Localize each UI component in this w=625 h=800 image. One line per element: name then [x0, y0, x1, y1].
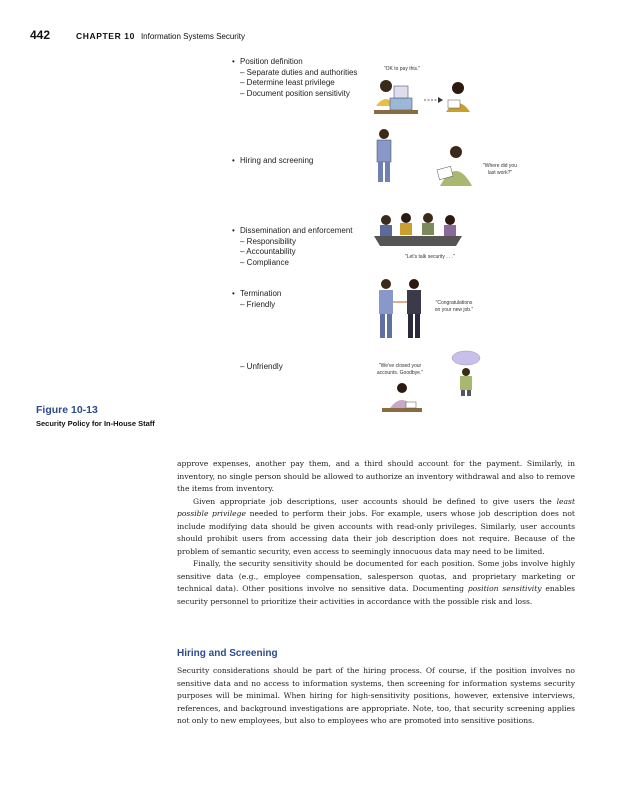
illustration-upset-employee [448, 350, 484, 396]
person-head [380, 80, 392, 92]
item-separate-duties: – Separate duties and authorities [240, 67, 358, 77]
item-friendly: – Friendly [240, 299, 276, 309]
item-accountability: – Accountability [240, 247, 296, 256]
quote-congratulations: "Congratulations on your new job." [434, 300, 474, 313]
figure-caption [36, 404, 155, 428]
page-number: 442 [30, 28, 51, 42]
thought-cloud-icon [452, 351, 480, 365]
figure-label: Figure 10-13 [36, 404, 98, 416]
bullet-hiring-screening: • Hiring and screening [232, 156, 313, 167]
item-responsibility: – Responsibility [240, 236, 297, 246]
bullet-dissemination: • Dissemination and enforcement [232, 226, 353, 237]
quote-ok-to-pay: "OK to pay this." [383, 66, 421, 72]
item-unfriendly: – Unfriendly [240, 362, 283, 371]
illustration-unfriendly-desk [380, 380, 424, 418]
illustration-approval-handoff [372, 72, 472, 126]
quote-where-last-work: "Where did you last work?" [482, 163, 517, 176]
illustration-interviewer [432, 142, 480, 192]
illustration-candidate [372, 126, 396, 184]
chapter-title: Information Systems Security [140, 32, 245, 41]
chapter-label: CHAPTER 10 [76, 31, 135, 41]
illustration-friendly-handshake [372, 276, 430, 342]
unfriendly-block [240, 362, 283, 373]
paragraph-2: Given appropriate job descriptions, user accounts should be defined to give users the least possible privilege needed to perform their jobs. For example, users whose job description does not include modifying data should be given accounts with read-only privileges. Similarly, user accounts should prohibit users from accessing data their job description does not require. Because of the problem of semantic security, even access to seemingly innocuous data may need to be limited. [177, 496, 575, 556]
quote-lets-talk-security: "Let's talk security . . ." [404, 254, 456, 260]
item-position-sensitivity: – Document position sensitivity [240, 88, 350, 98]
paragraph-3: Finally, the security sensitivity should be documented for each position. Some jobs involve highly sensitive data (e.g., employee compensation, salesperson quotas, and proprietary marketing or technical data). Other positions involve no sensitive data. Documenting position sensitivity enables security personnel to prioritize their activities in accordance with the possible risk and loss. [177, 559, 575, 606]
item-least-privilege: – Determine least privilege [240, 78, 335, 87]
section-heading-hiring-screening: Hiring and Screening [177, 648, 278, 659]
termination-block [232, 289, 281, 310]
body-text-upper [177, 458, 575, 608]
item-compliance: – Compliance [240, 257, 289, 267]
position-definition-block [232, 57, 357, 99]
body-text-lower [177, 665, 575, 728]
bullet-termination: • Termination [232, 289, 281, 300]
paragraph-1: approve expenses, another pay them, and a third should account for the payment. Similarly, in inventory, no single person should be allowed to authorize an inventory withdrawal and also to remove the items from inventory. [177, 459, 575, 493]
figure-title: Security Policy for In-House Staff [36, 419, 155, 428]
paragraph-4: Security considerations should be part of the hiring process. Of course, if the position involves no sensitive data and no access to information systems, then screening for information systems security purposes will be minimal. When hiring for high-sensitivity positions, however, extensive interviews, references, and background investigations are appropriate. Note, too, that security screening applies not only to new employees, but also to employees who are promoted into sensitive positions. [177, 666, 575, 725]
illustration-meeting [372, 210, 464, 252]
hiring-screening-block [232, 156, 313, 167]
bullet-position-definition: • Position definition [232, 57, 357, 68]
quote-closed-accounts: "We've closed your accounts. Goodbye." [376, 363, 424, 376]
dissemination-block [232, 226, 353, 268]
